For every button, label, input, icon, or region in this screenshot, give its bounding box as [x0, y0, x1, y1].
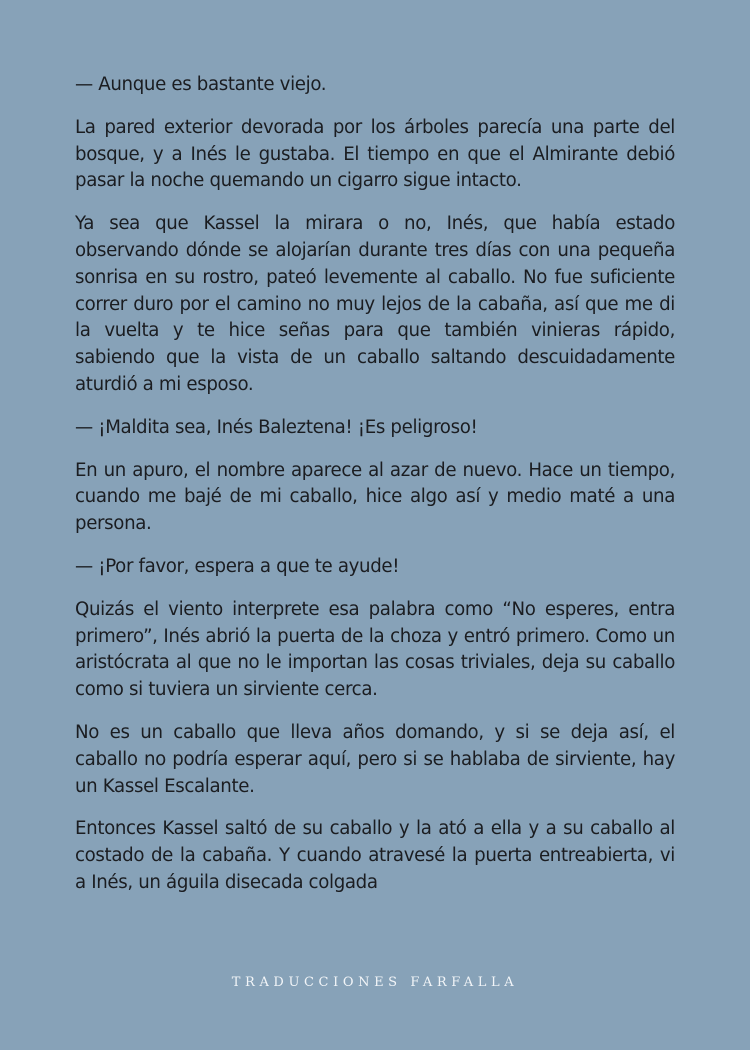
paragraph-dialogue: — ¡Por favor, espera a que te ayude!	[75, 555, 400, 577]
document-body	[75, 72, 675, 913]
paragraph: Entonces Kassel saltó de su caballo y la ató a ella y a su caballo al costado de la cabaña. Y cuando atravesé la puerta entreabierta, vi a Inés, un águila disecada colgada	[75, 818, 675, 893]
paragraph-dialogue: — Aunque es bastante viejo.	[75, 74, 327, 95]
footer-watermark: TRADUCCIONES FARFALLA	[231, 975, 519, 990]
paragraph: En un apuro, el nombre aparece al azar de nuevo. Hace un tiempo, cuando me bajé de mi caballo, hice algo así y medio maté a una persona.	[75, 459, 675, 535]
paragraph: Ya sea que Kassel la mirara o no, Inés, que había estado observando dónde se alojarían durante tres días con una pequeña sonrisa en su rostro, pateó levemente al caballo. No fue suficiente correr duro por el camino no muy lejos de la cabaña, así que me di la vuelta y te hice señas para que también vinieras rápido, sabiendo que la vista de un caballo saltando descuidadamente aturdió a mi esposo.	[75, 213, 675, 395]
paragraph-dialogue: — ¡Maldita sea, Inés Baleztena! ¡Es peligroso!	[75, 416, 478, 438]
paragraph: No es un caballo que lleva años domando, y si se deja así, el caballo no podría esperar aquí, pero si se hablaba de sirviente, hay un Kassel Escalante.	[75, 721, 675, 797]
paragraph: Quizás el viento interprete esa palabra como “No esperes, entra primero”, Inés abrió la puerta de la choza y entró primero. Como un aristócrata al que no le importan las cosas triviales, deja su caballo como si tuviera un sirviente cerca.	[75, 598, 675, 701]
paragraph: La pared exterior devorada por los árboles parecía una parte del bosque, y a Inés le gustaba. El tiempo en que el Almirante debió pasar la noche quemando un cigarro sigue intacto.	[75, 116, 675, 192]
